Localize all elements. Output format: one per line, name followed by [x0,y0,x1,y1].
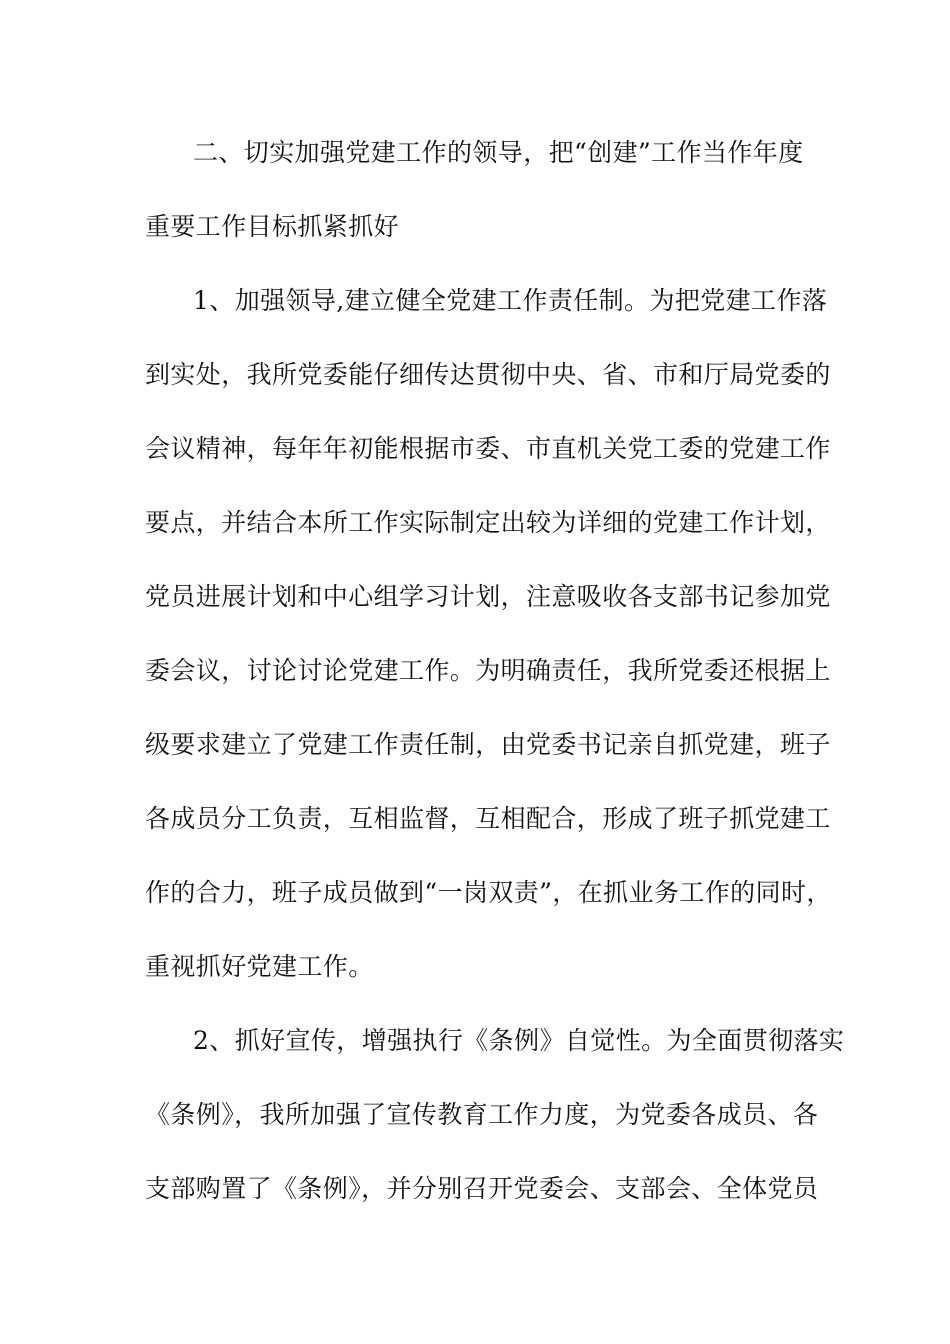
paragraph-1-line-1: 1、加强领导,建立健全党建工作责任制。为把党建工作落 [193,286,828,315]
paragraph-1-line-7: 级要求建立了党建工作责任制，由党委书记亲自抓党建，班子 [145,730,831,759]
paragraph-2-line-3: 支部购置了《条例》，并分别召开党委会、支部会、全体党员 [145,1174,819,1203]
paragraph-1-line-4: 要点，并结合本所工作实际制定出较为详细的党建工作计划， [145,508,831,537]
paragraph-2-line-2: 《条例》，我所加强了宣传教育工作力度，为党委各成员、各 [145,1100,819,1129]
paragraph-1-line-3: 会议精神，每年年初能根据市委、市直机关党工委的党建工作 [145,434,831,463]
paragraph-1-line-5: 党员进展计划和中心组学习计划，注意吸收各支部书记参加党 [145,582,831,611]
paragraph-1-line-6: 委会议，讨论讨论党建工作。为明确责任，我所党委还根据上 [145,656,831,685]
paragraph-1-line-10: 重视抓好党建工作。 [145,952,374,981]
paragraph-1-line-8: 各成员分工负责，互相监督，互相配合，形成了班子抓党建工 [145,804,831,833]
section-heading-line-1: 二、切实加强党建工作的领导，把“创建”工作当作年度 [193,138,804,167]
paragraph-1-line-2: 到实处，我所党委能仔细传达贯彻中央、省、市和厅局党委的 [145,360,831,389]
document-body [145,133,845,1243]
paragraph-1-line-9: 作的合力，班子成员做到“一岗双责”，在抓业务工作的同时， [145,878,832,907]
paragraph-2-line-1: 2、抓好宣传，增强执行《条例》自觉性。为全面贯彻落实 [193,1026,845,1055]
section-heading-line-2: 重要工作目标抓紧抓好 [145,212,400,241]
